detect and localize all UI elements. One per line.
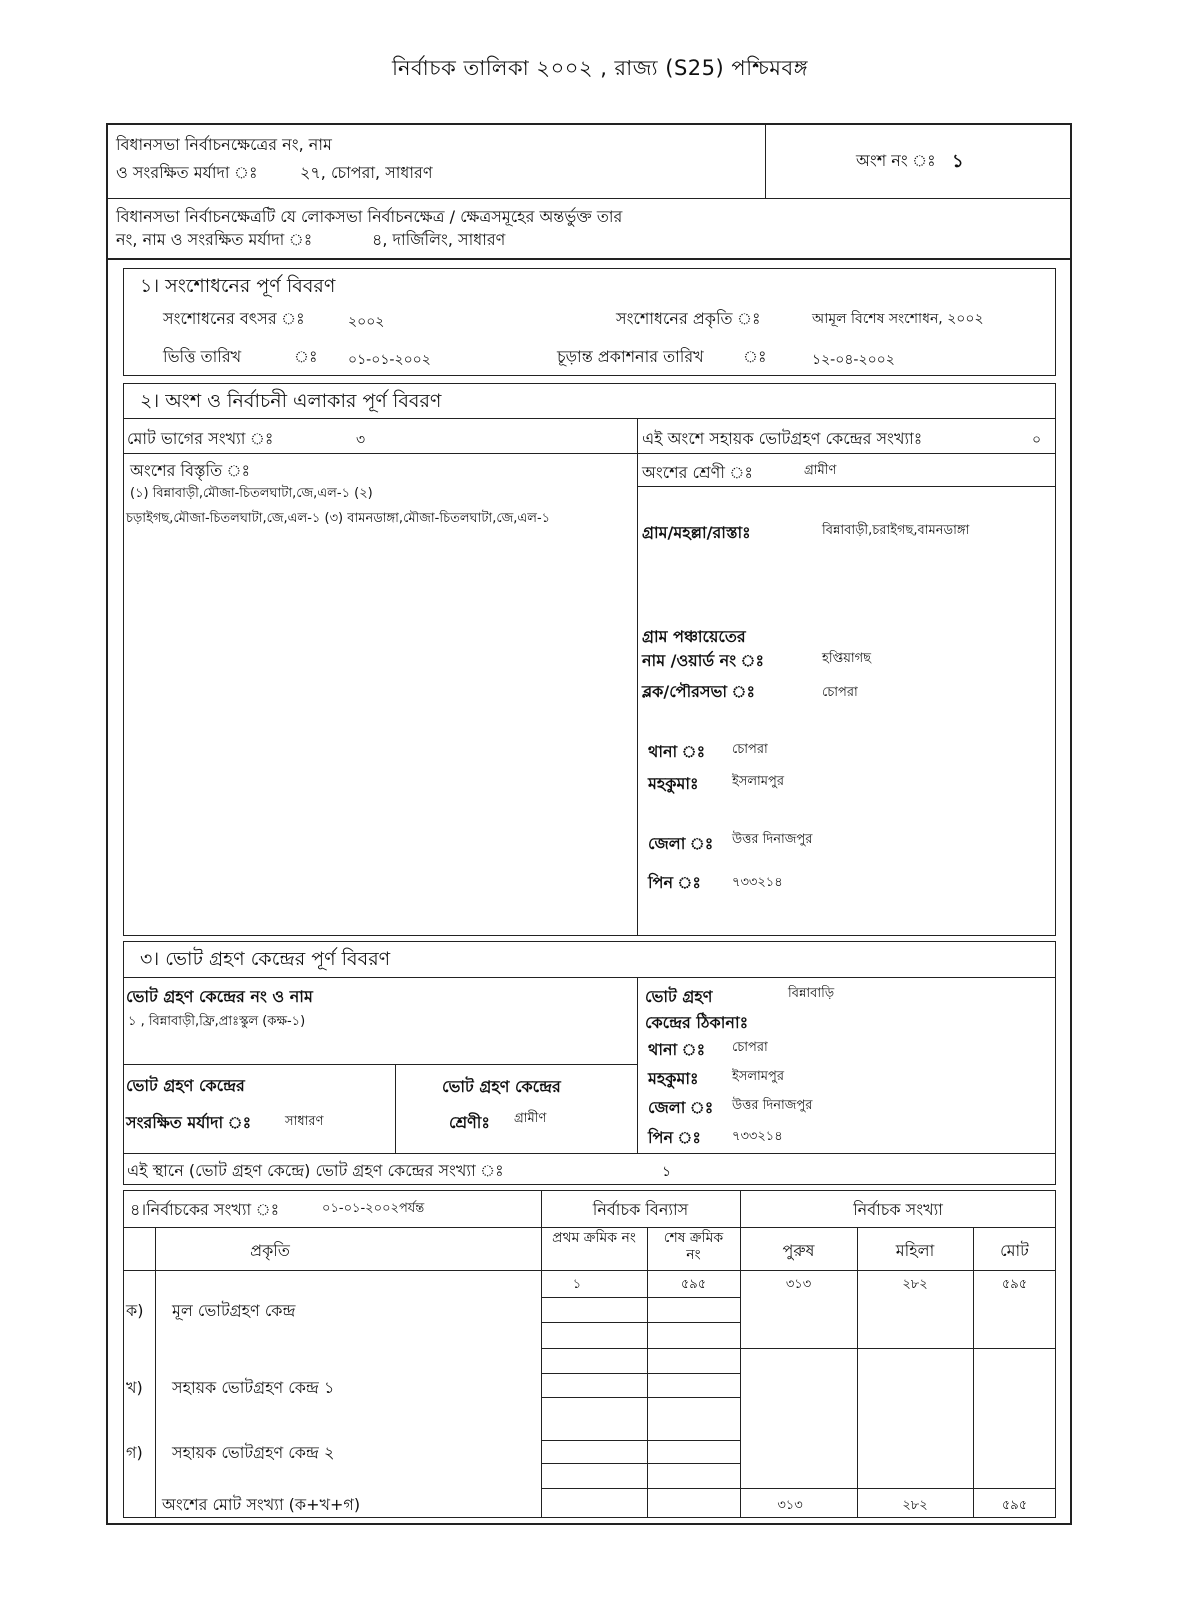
row-total: ৫৯৫ — [1001, 1277, 1028, 1292]
station-thana-value: চোপরা — [732, 1040, 768, 1055]
ac-value: ২৭, চোপরা, সাধারণ — [300, 163, 433, 182]
row-marker: খ) — [126, 1378, 143, 1397]
total-male: ৩১৩ — [777, 1498, 803, 1513]
divider — [541, 1373, 740, 1374]
divider — [123, 1064, 637, 1065]
qualifying-date-value: ০১-০১-২০০২ — [348, 352, 431, 368]
reserved-value: সাধারণ — [285, 1114, 324, 1129]
section3-heading: ৩। ভোট গ্রহণ কেন্দ্রের পূর্ণ বিবরণ — [140, 948, 391, 970]
divider — [857, 1227, 858, 1518]
divider — [541, 1440, 740, 1441]
divider — [155, 1227, 156, 1518]
district-value: উত্তর দিনাজপুর — [732, 832, 813, 847]
stations-here-label: এই স্থানে (ভোট গ্রহণ কেন্দ্রে) ভোট গ্রহণ কেন্দ্রের সংখ্যা ঃ — [127, 1161, 504, 1180]
address-label-line1: ভোট গ্রহণ — [645, 987, 713, 1006]
district-label: জেলা ঃ — [648, 834, 714, 853]
row-first-serial: ১ — [572, 1277, 582, 1292]
station-district-value: উত্তর দিনাজপুর — [732, 1098, 813, 1113]
reserved-label-line2: সংরক্ষিত মর্যাদা ঃ — [126, 1113, 252, 1132]
divider — [541, 1322, 740, 1323]
pin-label: পিন ঃ — [648, 873, 701, 892]
village-label: গ্রাম/মহল্লা/রাস্তাঃ — [642, 523, 751, 542]
block-value: চোপরা — [822, 685, 858, 700]
divider — [541, 1488, 1056, 1489]
thana-label: থানা ঃ — [648, 742, 706, 761]
aux-stations-value: ০ — [1032, 432, 1042, 448]
subdivision-label: মহকুমাঃ — [648, 774, 699, 793]
total-total: ৫৯৫ — [1001, 1498, 1028, 1513]
pc-value: ৪, দার্জিলিং, সাধারণ — [372, 230, 506, 249]
station-category-value: গ্রামীণ — [514, 1111, 547, 1126]
revision-year-value: ২০০২ — [348, 314, 385, 330]
aux-stations-label: এই অংশে সহায়ক ভোটগ্রহণ কেন্দ্রের সংখ্যাঃ — [642, 429, 923, 448]
row-female: ২৮২ — [902, 1277, 928, 1292]
divider — [541, 1463, 740, 1464]
extent-line2: চড়াইগছ,মৌজা-চিতলঘাটা,জে,এল-১ (৩) বামনডাঙ্গা,মৌজা-চিতলঘাটা,জে,এল-১ — [126, 511, 551, 526]
col-last-serial-header: শেষ ক্রমিক নং — [663, 1230, 724, 1263]
village-value: বিন্নাবাড়ী,চরাইগছ,বামনডাঙ্গা — [822, 523, 970, 538]
final-publication-value: ১২-০৪-২০০২ — [812, 352, 895, 368]
total-sections-value: ৩ — [356, 432, 366, 448]
divider — [637, 418, 638, 936]
row-last-serial: ৫৯৫ — [680, 1277, 707, 1292]
divider — [395, 1064, 396, 1153]
revision-type-label: সংশোধনের প্রকৃতি ঃ — [616, 309, 761, 328]
row-marker: গ) — [126, 1443, 143, 1462]
section4-heading: ৪।নির্বাচকের সংখ্যা ঃ — [130, 1200, 280, 1219]
block-label: ব্লক/পৌরসভা ঃ — [642, 682, 756, 701]
pin-value: ৭৩৩২১৪ — [732, 875, 783, 890]
station-category-label-line2: শ্রেণীঃ — [449, 1113, 490, 1132]
station-thana-label: থানা ঃ — [648, 1040, 706, 1059]
total-female: ২৮২ — [902, 1498, 928, 1513]
part-category-value: গ্রামীণ — [804, 463, 837, 478]
pc-label-line1: বিধানসভা নির্বাচনক্ষেত্রটি যে লোকসভা নির্বাচনক্ষেত্র / ক্ষেত্রসমূহের অন্তর্ভুক্ত তার — [116, 207, 623, 226]
row-marker: ক) — [126, 1301, 144, 1320]
part-no-label: অংশ নং ঃ — [856, 151, 936, 170]
divider — [123, 977, 1056, 978]
divider — [765, 124, 766, 198]
revision-type-value: আমূল বিশেষ সংশোধন, ২০০২ — [812, 311, 984, 327]
station-district-label: জেলা ঃ — [648, 1098, 714, 1117]
col-male-header: পুরুষ — [782, 1241, 815, 1260]
extent-label: অংশের বিস্তৃতি ঃ — [130, 461, 251, 480]
row-label: সহায়ক ভোটগ্রহণ কেন্দ্র ২ — [172, 1443, 335, 1462]
part-no-value: ১ — [952, 151, 964, 172]
divider — [107, 258, 1071, 260]
ac-label-line2: ও সংরক্ষিত মর্যাদা ঃ — [116, 163, 258, 182]
station-subdivision-value: ইসলামপুর — [732, 1069, 784, 1084]
divider — [541, 1397, 740, 1398]
station-pin-label: পিন ঃ — [648, 1128, 701, 1147]
col-type-header: প্রকৃতি — [250, 1241, 290, 1260]
divider — [637, 977, 638, 1153]
panchayat-value: হপ্তিয়াগছ — [822, 651, 872, 666]
qualifying-date-colon: ঃ — [294, 347, 318, 366]
row-label: সহায়ক ভোটগ্রহণ কেন্দ্র ১ — [172, 1378, 335, 1397]
total-row-label: অংশের মোট সংখ্যা (ক+খ+গ) — [162, 1495, 361, 1514]
subdivision-value: ইসলামপুর — [732, 774, 784, 789]
address-value: বিন্নাবাড়ি — [788, 986, 835, 1001]
page-title: নির্বাচক তালিকা ২০০২ , রাজ্য (S25) পশ্চিমবঙ্গ — [391, 56, 809, 80]
divider — [107, 198, 1071, 199]
pc-label-line2: নং, নাম ও সংরক্ষিত মর্যাদা ঃ — [116, 230, 313, 249]
address-label-line2: কেন্দ্রের ঠিকানাঃ — [645, 1013, 749, 1032]
section1-heading: ১। সংশোধনের পূর্ণ বিবরণ — [140, 275, 336, 297]
stations-here-value: ১ — [662, 1164, 672, 1180]
section4-as-of: ০১-০১-২০০২পর্যন্ত — [322, 1201, 425, 1216]
col-first-serial-header: প্রথম ক্রমিক নং — [552, 1230, 636, 1246]
qualifying-date-label: ভিত্তি তারিখ — [163, 347, 242, 366]
reserved-label-line1: ভোট গ্রহণ কেন্দ্রের — [126, 1076, 245, 1095]
group-serial-header: নির্বাচক বিন্যাস — [592, 1200, 689, 1219]
panchayat-label-line1: গ্রাম পঞ্চায়েতের — [642, 627, 746, 646]
final-publication-colon: ঃ — [743, 347, 767, 366]
total-sections-label: মোট ভাগের সংখ্যা ঃ — [127, 429, 274, 448]
col-female-header: মহিলা — [895, 1241, 935, 1260]
divider — [123, 1227, 1056, 1228]
divider — [123, 453, 1056, 454]
part-category-label: অংশের শ্রেণী ঃ — [642, 463, 753, 482]
ac-label-line1: বিধানসভা নির্বাচনক্ষেত্রের নং, নাম — [116, 135, 332, 154]
divider — [541, 1297, 740, 1298]
station-category-label-line1: ভোট গ্রহণ কেন্দ্রের — [442, 1077, 561, 1096]
row-male: ৩১৩ — [785, 1277, 812, 1292]
final-publication-label: চূড়ান্ত প্রকাশনার তারিখ — [557, 347, 704, 366]
group-count-header: নির্বাচক সংখ্যা — [853, 1200, 943, 1219]
section2-heading: ২। অংশ ও নির্বাচনী এলাকার পূর্ণ বিবরণ — [140, 390, 442, 412]
divider — [973, 1227, 974, 1518]
station-pin-value: ৭৩৩২১৪ — [732, 1129, 783, 1144]
col-total-header: মোট — [1000, 1241, 1029, 1260]
station-name-label: ভোট গ্রহণ কেন্দ্রের নং ও নাম — [126, 987, 313, 1006]
panchayat-label-line2: নাম /ওয়ার্ড নং ঃ — [642, 651, 765, 670]
thana-value: চোপরা — [732, 742, 768, 757]
station-name-value: ১ , বিন্নাবাড়ী,ফ্রি,প্রাঃস্কুল (কক্ষ-১) — [128, 1014, 306, 1029]
divider — [123, 1270, 1056, 1271]
row-label: মূল ভোটগ্রহণ কেন্দ্র — [172, 1301, 296, 1320]
section2-box — [123, 383, 1056, 936]
station-subdivision-label: মহকুমাঃ — [648, 1069, 699, 1088]
divider — [123, 1153, 1056, 1154]
extent-line1: (১) বিন্নাবাড়ী,মৌজা-চিতলঘাটা,জে,এল-১ (২) — [130, 486, 373, 501]
revision-year-label: সংশোধনের বৎসর ঃ — [163, 309, 305, 328]
divider — [541, 1348, 1056, 1349]
